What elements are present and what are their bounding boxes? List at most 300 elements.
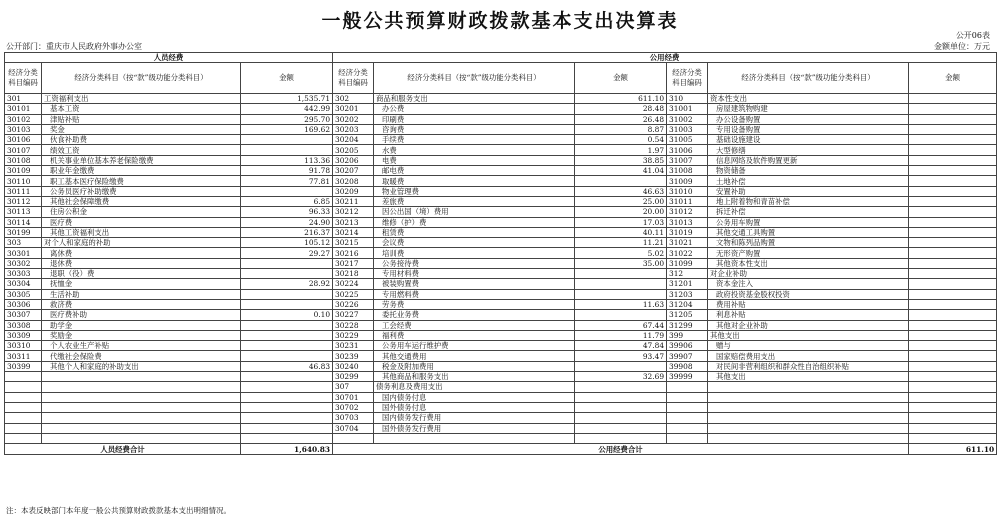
item-code: 31011 <box>667 196 708 206</box>
item-name: 对企业补助 <box>708 269 909 279</box>
item-code: 30208 <box>333 176 374 186</box>
item-amount <box>909 382 997 392</box>
item-code <box>667 392 708 402</box>
item-name: 劳务费 <box>374 299 575 309</box>
item-name: 公务接待费 <box>374 258 575 268</box>
item-amount: 6.85 <box>241 196 333 206</box>
item-amount <box>575 279 667 289</box>
table-row <box>5 196 997 206</box>
item-amount: 17.03 <box>575 217 667 227</box>
item-amount: 216.37 <box>241 227 333 237</box>
item-name: 电费 <box>374 155 575 165</box>
table-row <box>5 392 997 402</box>
item-code: 30207 <box>333 166 374 176</box>
item-name: 助学金 <box>42 320 241 330</box>
item-name: 公务用车运行维护费 <box>374 341 575 351</box>
personnel-total-label: 人员经费合计 <box>5 444 241 455</box>
unit-label: 金额单位：万元 <box>934 42 990 51</box>
item-code: 30218 <box>333 269 374 279</box>
item-amount <box>575 176 667 186</box>
item-amount: 5.02 <box>575 248 667 258</box>
item-code: 312 <box>667 269 708 279</box>
item-amount <box>575 310 667 320</box>
item-code: 30307 <box>5 310 42 320</box>
item-name: 资本金注入 <box>708 279 909 289</box>
item-code: 30229 <box>333 330 374 340</box>
item-amount: 113.36 <box>241 155 333 165</box>
item-amount <box>909 310 997 320</box>
code-header: 经济分类科目编码 <box>5 63 42 94</box>
item-code: 30299 <box>333 372 374 382</box>
item-code: 30112 <box>5 196 42 206</box>
item-amount <box>241 330 333 340</box>
item-name: 国内债务付息 <box>374 392 575 402</box>
item-amount <box>575 361 667 371</box>
department-label: 公开部门：重庆市人民政府外事办公室 <box>6 42 142 51</box>
item-code: 30101 <box>5 104 42 114</box>
item-amount <box>241 413 333 423</box>
item-amount <box>909 413 997 423</box>
item-code: 31019 <box>667 227 708 237</box>
item-name: 绩效工资 <box>42 145 241 155</box>
item-amount: 0.54 <box>575 135 667 145</box>
item-name: 其他个人和家庭的补助支出 <box>42 361 241 371</box>
table-row <box>5 217 997 227</box>
item-amount: 91.78 <box>241 166 333 176</box>
item-amount: 46.63 <box>575 186 667 196</box>
item-code: 39906 <box>667 341 708 351</box>
code-header: 经济分类科目编码 <box>333 63 374 94</box>
item-code: 30228 <box>333 320 374 330</box>
item-name <box>42 392 241 402</box>
item-name: 地上附着物和青苗补偿 <box>708 196 909 206</box>
item-amount <box>575 289 667 299</box>
item-code: 30211 <box>333 196 374 206</box>
item-name: 商品和服务支出 <box>374 94 575 104</box>
item-code: 30209 <box>333 186 374 196</box>
item-code <box>667 433 708 443</box>
item-amount <box>241 372 333 382</box>
totals-row <box>5 444 997 455</box>
item-name: 费用补贴 <box>708 299 909 309</box>
table-row <box>5 320 997 330</box>
item-code: 31001 <box>667 104 708 114</box>
item-code: 31009 <box>667 176 708 186</box>
item-name: 机关事业单位基本养老保险缴费 <box>42 155 241 165</box>
item-amount: 93.47 <box>575 351 667 361</box>
item-amount <box>241 258 333 268</box>
item-name: 会议费 <box>374 238 575 248</box>
item-amount <box>909 289 997 299</box>
item-name <box>374 433 575 443</box>
item-amount: 11.79 <box>575 330 667 340</box>
item-name: 国外债务付息 <box>374 402 575 412</box>
item-amount <box>909 135 997 145</box>
item-name: 专用材料费 <box>374 269 575 279</box>
item-amount <box>909 341 997 351</box>
item-name: 退休费 <box>42 258 241 268</box>
name-header: 经济分类科目（按“款”级功能分类科目） <box>708 63 909 94</box>
item-name: 办公费 <box>374 104 575 114</box>
table-row <box>5 423 997 433</box>
item-code: 30305 <box>5 289 42 299</box>
item-name: 伙食补助费 <box>42 135 241 145</box>
item-amount <box>909 176 997 186</box>
item-code: 31010 <box>667 186 708 196</box>
item-name: 差旅费 <box>374 196 575 206</box>
item-name: 生活补助 <box>42 289 241 299</box>
item-amount <box>909 124 997 134</box>
item-amount <box>241 433 333 443</box>
item-code: 31099 <box>667 258 708 268</box>
item-code: 30111 <box>5 186 42 196</box>
item-code: 39999 <box>667 372 708 382</box>
item-amount: 96.33 <box>241 207 333 217</box>
item-code <box>5 372 42 382</box>
item-amount <box>909 299 997 309</box>
item-code <box>667 382 708 392</box>
item-amount <box>909 361 997 371</box>
item-code <box>667 423 708 433</box>
item-code: 30311 <box>5 351 42 361</box>
item-amount: 1.97 <box>575 145 667 155</box>
item-code: 31021 <box>667 238 708 248</box>
item-code: 31203 <box>667 289 708 299</box>
item-code: 31005 <box>667 135 708 145</box>
item-code: 30201 <box>333 104 374 114</box>
item-amount <box>241 135 333 145</box>
item-amount <box>909 207 997 217</box>
item-name: 培训费 <box>374 248 575 258</box>
item-name: 抚恤金 <box>42 279 241 289</box>
item-code: 30206 <box>333 155 374 165</box>
item-amount <box>241 145 333 155</box>
table-row <box>5 155 997 165</box>
item-amount <box>241 382 333 392</box>
table-row <box>5 299 997 309</box>
personnel-section-title: 人员经费 <box>5 53 333 63</box>
item-name: 专用燃料费 <box>374 289 575 299</box>
item-name: 利息补贴 <box>708 310 909 320</box>
item-amount <box>575 382 667 392</box>
item-amount: 0.10 <box>241 310 333 320</box>
table-row <box>5 207 997 217</box>
item-amount: 29.27 <box>241 248 333 258</box>
item-code: 30106 <box>5 135 42 145</box>
item-name: 办公设备购置 <box>708 114 909 124</box>
code-header: 经济分类科目编码 <box>667 63 708 94</box>
item-code: 30309 <box>5 330 42 340</box>
item-code: 399 <box>667 330 708 340</box>
item-name <box>42 413 241 423</box>
item-amount <box>909 402 997 412</box>
item-name: 职工基本医疗保险缴费 <box>42 176 241 186</box>
item-code: 30303 <box>5 269 42 279</box>
item-name: 其他对企业补助 <box>708 320 909 330</box>
item-code: 31008 <box>667 166 708 176</box>
item-code: 30108 <box>5 155 42 165</box>
item-amount <box>909 217 997 227</box>
item-name: 医疗费补助 <box>42 310 241 320</box>
item-code: 301 <box>5 94 42 104</box>
table-row <box>5 176 997 186</box>
item-code: 30306 <box>5 299 42 309</box>
item-name <box>708 402 909 412</box>
item-code: 39908 <box>667 361 708 371</box>
item-name: 个人农业生产补贴 <box>42 341 241 351</box>
item-code: 30226 <box>333 299 374 309</box>
item-name <box>708 433 909 443</box>
item-name: 文物和陈列品购置 <box>708 238 909 248</box>
item-amount <box>241 186 333 196</box>
item-name: 其他支出 <box>708 330 909 340</box>
item-amount <box>241 392 333 402</box>
item-amount <box>909 433 997 443</box>
item-code: 30301 <box>5 248 42 258</box>
item-code: 30214 <box>333 227 374 237</box>
item-code: 30240 <box>333 361 374 371</box>
item-name: 咨询费 <box>374 124 575 134</box>
item-amount <box>909 248 997 258</box>
item-code: 30113 <box>5 207 42 217</box>
item-code: 30205 <box>333 145 374 155</box>
item-name: 津贴补贴 <box>42 114 241 124</box>
item-code <box>333 433 374 443</box>
item-name: 职业年金缴费 <box>42 166 241 176</box>
item-amount <box>909 238 997 248</box>
item-name: 福利费 <box>374 330 575 340</box>
item-amount <box>909 392 997 402</box>
public-section-title: 公用经费 <box>333 53 997 63</box>
item-amount <box>909 351 997 361</box>
table-row <box>5 433 997 443</box>
item-name: 邮电费 <box>374 166 575 176</box>
item-name: 资本性支出 <box>708 94 909 104</box>
item-code: 31002 <box>667 114 708 124</box>
amount-header: 金额 <box>575 63 667 94</box>
item-amount <box>575 269 667 279</box>
item-code: 30703 <box>333 413 374 423</box>
table-row <box>5 413 997 423</box>
item-name: 其他资本性支出 <box>708 258 909 268</box>
item-code: 31022 <box>667 248 708 258</box>
item-amount: 20.00 <box>575 207 667 217</box>
item-code: 39907 <box>667 351 708 361</box>
item-code: 30227 <box>333 310 374 320</box>
table-row <box>5 135 997 145</box>
amount-header: 金额 <box>909 63 997 94</box>
item-amount: 25.00 <box>575 196 667 206</box>
item-amount <box>909 227 997 237</box>
item-code: 30114 <box>5 217 42 227</box>
item-name: 取暖费 <box>374 176 575 186</box>
item-code: 30704 <box>333 423 374 433</box>
item-name: 物业管理费 <box>374 186 575 196</box>
table-row <box>5 330 997 340</box>
item-code <box>5 402 42 412</box>
item-amount <box>909 186 997 196</box>
item-code: 31299 <box>667 320 708 330</box>
item-code: 31006 <box>667 145 708 155</box>
item-name <box>42 372 241 382</box>
table-row <box>5 269 997 279</box>
item-code: 30310 <box>5 341 42 351</box>
table-row <box>5 341 997 351</box>
item-amount <box>575 413 667 423</box>
item-amount <box>241 351 333 361</box>
item-amount <box>909 104 997 114</box>
item-code: 30102 <box>5 114 42 124</box>
item-name <box>42 433 241 443</box>
item-name: 赠与 <box>708 341 909 351</box>
item-code: 31007 <box>667 155 708 165</box>
item-amount <box>909 269 997 279</box>
item-code: 30225 <box>333 289 374 299</box>
item-name: 水费 <box>374 145 575 155</box>
table-row <box>5 248 997 258</box>
item-code: 30224 <box>333 279 374 289</box>
item-code: 30302 <box>5 258 42 268</box>
name-header: 经济分类科目（按“款”级功能分类科目） <box>374 63 575 94</box>
table-row <box>5 279 997 289</box>
item-name: 国家赔偿费用支出 <box>708 351 909 361</box>
section-header-row <box>5 53 997 63</box>
item-name: 无形资产购置 <box>708 248 909 258</box>
item-name: 对个人和家庭的补助 <box>42 238 241 248</box>
item-name: 大型修缮 <box>708 145 909 155</box>
item-amount <box>909 330 997 340</box>
item-name: 税金及附加费用 <box>374 361 575 371</box>
column-header-row <box>5 63 997 94</box>
item-code: 310 <box>667 94 708 104</box>
item-name: 公务用车购置 <box>708 217 909 227</box>
item-amount: 35.00 <box>575 258 667 268</box>
item-amount <box>241 423 333 433</box>
item-code: 31003 <box>667 124 708 134</box>
table-row <box>5 124 997 134</box>
item-amount <box>575 402 667 412</box>
item-amount <box>909 258 997 268</box>
table-row <box>5 289 997 299</box>
item-amount: 169.62 <box>241 124 333 134</box>
item-code <box>5 413 42 423</box>
item-amount <box>575 423 667 433</box>
table-row <box>5 372 997 382</box>
item-amount: 77.81 <box>241 176 333 186</box>
item-amount <box>575 433 667 443</box>
item-code: 31205 <box>667 310 708 320</box>
item-name: 对民间非营利组织和群众性自治组织补贴 <box>708 361 909 371</box>
item-amount <box>909 196 997 206</box>
public-total-label: 公用经费合计 <box>333 444 909 455</box>
item-name: 退职（役）费 <box>42 269 241 279</box>
item-name: 物资储备 <box>708 166 909 176</box>
item-amount <box>241 402 333 412</box>
form-number: 公开06表 <box>955 31 990 40</box>
item-amount: 611.10 <box>575 94 667 104</box>
item-name: 维修（护）费 <box>374 217 575 227</box>
item-code: 30701 <box>333 392 374 402</box>
item-code <box>667 413 708 423</box>
item-code: 30204 <box>333 135 374 145</box>
item-amount: 40.11 <box>575 227 667 237</box>
item-code: 30215 <box>333 238 374 248</box>
item-name: 离休费 <box>42 248 241 258</box>
item-name: 住房公积金 <box>42 207 241 217</box>
item-name: 奖励金 <box>42 330 241 340</box>
item-name <box>708 392 909 402</box>
item-code: 30212 <box>333 207 374 217</box>
item-code: 30109 <box>5 166 42 176</box>
item-code: 30239 <box>333 351 374 361</box>
table-row <box>5 114 997 124</box>
item-code: 30308 <box>5 320 42 330</box>
item-name <box>708 413 909 423</box>
item-name: 信息网络及软件购置更新 <box>708 155 909 165</box>
item-name: 因公出国（境）费用 <box>374 207 575 217</box>
page-title: 一般公共预算财政拨款基本支出决算表 <box>321 10 679 32</box>
item-name: 专用设备购置 <box>708 124 909 134</box>
item-name <box>708 423 909 433</box>
item-code: 30399 <box>5 361 42 371</box>
item-amount: 47.84 <box>575 341 667 351</box>
expenditure-table <box>4 52 997 455</box>
item-code: 30304 <box>5 279 42 289</box>
item-name: 其他交通工具购置 <box>708 227 909 237</box>
item-amount: 11.21 <box>575 238 667 248</box>
item-name: 工会经费 <box>374 320 575 330</box>
item-amount <box>241 299 333 309</box>
item-amount: 442.99 <box>241 104 333 114</box>
item-code: 307 <box>333 382 374 392</box>
item-amount: 28.92 <box>241 279 333 289</box>
item-amount: 38.85 <box>575 155 667 165</box>
item-name: 奖金 <box>42 124 241 134</box>
item-amount <box>575 392 667 402</box>
item-amount: 8.87 <box>575 124 667 134</box>
item-amount <box>909 155 997 165</box>
item-code: 31204 <box>667 299 708 309</box>
item-name: 其他社会保障缴费 <box>42 196 241 206</box>
item-amount <box>241 289 333 299</box>
item-amount: 105.12 <box>241 238 333 248</box>
item-amount <box>909 423 997 433</box>
item-amount: 1,535.71 <box>241 94 333 104</box>
table-row <box>5 94 997 104</box>
item-amount <box>909 114 997 124</box>
item-name: 其他交通费用 <box>374 351 575 361</box>
item-amount: 26.48 <box>575 114 667 124</box>
item-code: 31013 <box>667 217 708 227</box>
item-name: 被装购置费 <box>374 279 575 289</box>
table-row <box>5 310 997 320</box>
item-code: 31012 <box>667 207 708 217</box>
table-row <box>5 104 997 114</box>
item-name: 救济费 <box>42 299 241 309</box>
item-amount <box>909 94 997 104</box>
item-amount: 67.44 <box>575 320 667 330</box>
public-total-value: 611.10 <box>909 444 997 455</box>
item-code <box>5 392 42 402</box>
item-amount: 11.63 <box>575 299 667 309</box>
item-code: 30217 <box>333 258 374 268</box>
item-amount: 46.83 <box>241 361 333 371</box>
item-name: 代缴社会保险费 <box>42 351 241 361</box>
table-row <box>5 166 997 176</box>
item-amount <box>909 320 997 330</box>
item-amount <box>909 372 997 382</box>
item-name <box>708 382 909 392</box>
